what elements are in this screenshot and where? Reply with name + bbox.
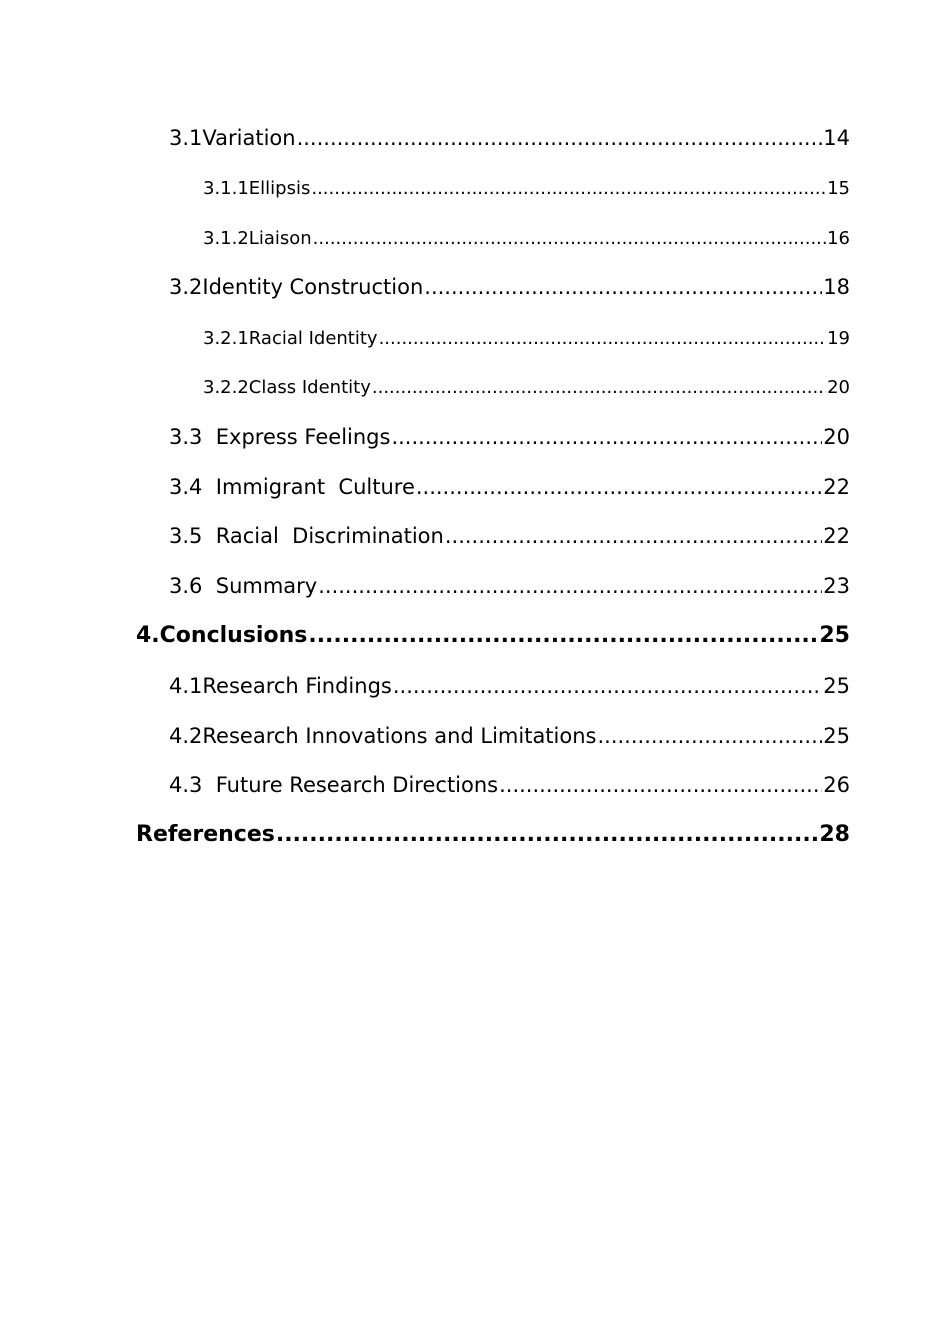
toc-entry-4-2[interactable] xyxy=(169,724,850,748)
toc-page-number: 25 xyxy=(819,623,850,648)
toc-entry-3-1-2[interactable] xyxy=(203,228,850,249)
toc-dot-leader xyxy=(597,724,822,748)
toc-dot-leader xyxy=(308,623,818,648)
toc-entry-label: 3.3 Express Feelings xyxy=(169,425,391,449)
toc-entry-3-4[interactable] xyxy=(169,475,850,499)
toc-entry-3-2-1[interactable] xyxy=(203,328,850,349)
toc-dot-leader xyxy=(297,126,823,150)
toc-entry-3-2-2[interactable] xyxy=(203,377,850,398)
toc-page-number: 15 xyxy=(827,178,850,199)
toc-dot-leader xyxy=(372,377,826,398)
toc-entry-label: 3.1.2Liaison xyxy=(203,228,312,249)
toc-dot-leader xyxy=(276,822,819,847)
toc-dot-leader xyxy=(313,228,826,249)
toc-entry-label: 3.2.2Class Identity xyxy=(203,377,371,398)
toc-dot-leader xyxy=(391,425,822,449)
toc-entry-label: 3.2Identity Construction xyxy=(169,275,424,299)
toc-page-number: 22 xyxy=(823,524,850,548)
toc-page-number: 16 xyxy=(827,228,850,249)
toc-entry-4-1[interactable] xyxy=(169,674,850,698)
toc-page-number: 20 xyxy=(823,425,850,449)
toc-entry-3-1-1[interactable] xyxy=(203,178,850,199)
toc-entry-3-2[interactable] xyxy=(169,275,850,299)
toc-dot-leader xyxy=(318,574,822,598)
toc-entry-label: 4.1Research Findings xyxy=(169,674,392,698)
toc-entry-references[interactable] xyxy=(136,822,850,847)
toc-entry-label: 3.1.1Ellipsis xyxy=(203,178,311,199)
toc-page-number: 26 xyxy=(823,773,850,797)
toc-page-number: 18 xyxy=(823,275,850,299)
toc-dot-leader xyxy=(424,275,822,299)
toc-dot-leader xyxy=(311,178,826,199)
toc-page-number: 20 xyxy=(827,377,850,398)
toc-page-number: 25 xyxy=(823,674,850,698)
toc-page-number: 23 xyxy=(823,574,850,598)
toc-dot-leader xyxy=(379,328,827,349)
toc-entry-3-1[interactable] xyxy=(169,126,850,150)
toc-entry-label: 3.2.1Racial Identity xyxy=(203,328,378,349)
toc-entry-label: 4.Conclusions xyxy=(136,623,308,648)
toc-entry-4-3[interactable] xyxy=(169,773,850,797)
toc-page-number: 22 xyxy=(823,475,850,499)
toc-entry-3-5[interactable] xyxy=(169,524,850,548)
toc-page-number: 19 xyxy=(827,328,850,349)
toc-dot-leader xyxy=(416,475,822,499)
toc-page-number: 14 xyxy=(823,126,850,150)
toc-entry-label: 3.1Variation xyxy=(169,126,296,150)
toc-entry-label: 4.3 Future Research Directions xyxy=(169,773,499,797)
toc-dot-leader xyxy=(445,524,822,548)
toc-dot-leader xyxy=(393,674,822,698)
toc-entry-4[interactable] xyxy=(136,623,850,648)
toc-entry-3-3[interactable] xyxy=(169,425,850,449)
toc-entry-label: 4.2Research Innovations and Limitations xyxy=(169,724,597,748)
toc-page-number: 25 xyxy=(823,724,850,748)
toc-entry-label: 3.4 Immigrant Culture xyxy=(169,475,415,499)
toc-dot-leader xyxy=(499,773,822,797)
toc-page-number: 28 xyxy=(819,822,850,847)
toc-entry-label: References xyxy=(136,822,275,847)
toc-entry-label: 3.6 Summary xyxy=(169,574,318,598)
toc-entry-label: 3.5 Racial Discrimination xyxy=(169,524,444,548)
toc-entry-3-6[interactable] xyxy=(169,574,850,598)
